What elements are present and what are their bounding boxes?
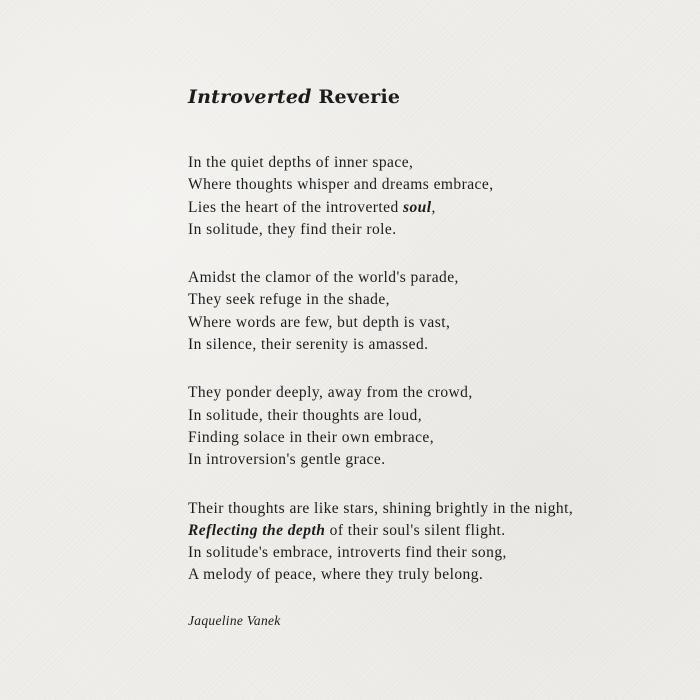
poem-line: Their thoughts are like stars, shining brightly in the night,: [188, 499, 574, 517]
poem-line: In introversion's gentle grace.: [188, 451, 386, 469]
poem-page: [188, 82, 668, 629]
poem-line: [188, 197, 668, 219]
line-text: Lies the heart of the introverted: [188, 198, 403, 216]
author-signature: Jaqueline Vanek: [188, 612, 281, 628]
poem-line: In silence, their serenity is amassed.: [188, 336, 429, 354]
stanza-2: [188, 267, 668, 356]
poem-title: [188, 82, 668, 112]
poem-line: [188, 520, 668, 542]
poem-line: Where words are few, but depth is vast,: [188, 313, 451, 331]
stanza-1: [188, 152, 668, 241]
poem-line: In the quiet depths of inner space,: [188, 154, 414, 171]
poem-line: In solitude, their thoughts are loud,: [188, 406, 423, 424]
poem-line: A melody of peace, where they truly belong.: [188, 566, 484, 584]
poem-line: Finding solace in their own embrace,: [188, 428, 435, 446]
poem-line: Where thoughts whisper and dreams embrace,: [188, 176, 494, 194]
poem-line: They ponder deeply, away from the crowd,: [188, 384, 473, 402]
emphasized-word: soul: [403, 198, 432, 216]
poem-title-regular: Reverie: [311, 86, 401, 108]
emphasized-phrase: Reflecting the depth: [188, 521, 326, 539]
stanza-4: [188, 498, 668, 587]
poem-line: In solitude's embrace, introverts find their song,: [188, 544, 507, 562]
poem-line: In solitude, they find their role.: [188, 220, 397, 238]
line-text: ,: [431, 198, 436, 216]
poem-line: Amidst the clamor of the world's parade,: [188, 269, 459, 287]
poem-line: They seek refuge in the shade,: [188, 291, 391, 309]
poem-body: [188, 152, 668, 587]
poem-title-italic: Introverted: [188, 86, 312, 108]
line-text: of their soul's silent flight.: [325, 521, 506, 539]
stanza-3: [188, 382, 668, 471]
